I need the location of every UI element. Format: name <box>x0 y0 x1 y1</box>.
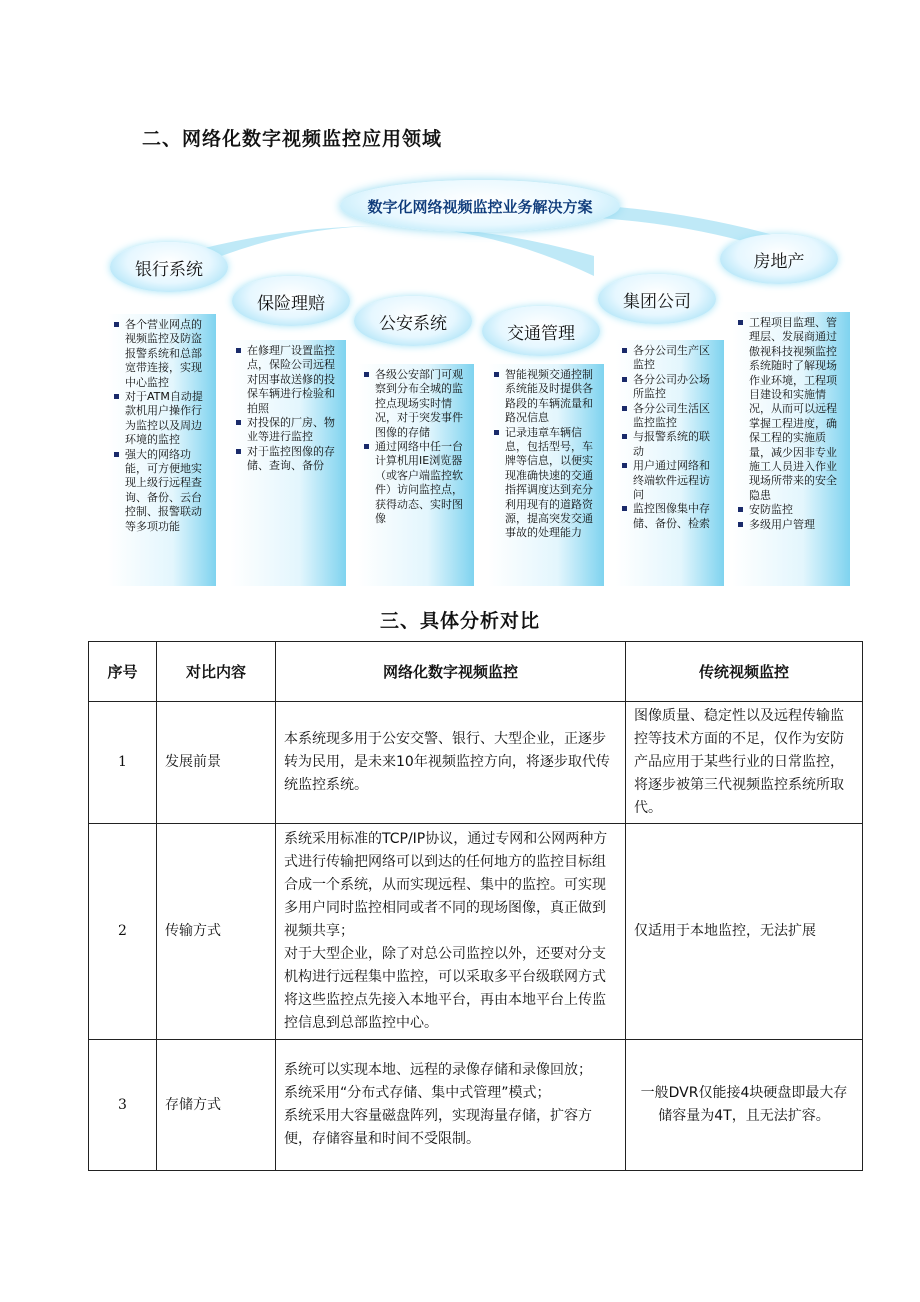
area-bank-card <box>108 314 216 586</box>
section-2-heading: 二、网络化数字视频监控应用领域 <box>142 128 443 150</box>
row-traditional: 图像质量、稳定性以及远程传输监控等技术方面的不足，仅作为安防产品应用于某些行业的日常监控，将逐步被第三代视频监控系统所取代。 <box>626 702 863 824</box>
list-item: 对于ATM自动提款机用户操作行为监控以及周边环境的监控 <box>114 390 212 448</box>
list-item: 各个营业网点的视频监控及防盗报警系统和总部宽带连接，实现中心监控 <box>114 318 212 390</box>
list-item: 对投保的厂房、物业等进行监控 <box>236 416 342 445</box>
row-network: 系统采用标准的TCP/IP协议，通过专网和公网两种方式进行传输把网络可以到达的任何地方的监控目标组合成一个系统，从而实现远程、集中的监控。可实现多用户同时监控相同或者不同的现场图像，真正做到视频共享； 对于大型企业，除了对总公司监控以外，还要对分支机构进行远程集中监控，可以采取多平台级联网方式将这些监控点先接入本地平台，再由本地平台上传监控信息到总部监控中心。 <box>276 824 626 1040</box>
list-item: 通过网络中任一台计算机用IE浏览器（或客户端监控软件）访问监控点，获得动态、实时图像 <box>364 440 470 526</box>
list-item: 监控图像集中存储、备份、检索 <box>622 502 720 531</box>
area-group-label: 集团公司 <box>598 274 716 324</box>
row-network: 本系统现多用于公安交警、银行、大型企业，正逐步转为民用，是未来10年视频监控方向，将逐步取代传统监控系统。 <box>276 702 626 824</box>
row-no: 3 <box>89 1040 157 1171</box>
area-police-label: 公安系统 <box>354 296 472 346</box>
row-traditional: 仅适用于本地监控，无法扩展 <box>626 824 863 1040</box>
area-police-card <box>358 364 474 586</box>
row-no: 1 <box>89 702 157 824</box>
header-network: 网络化数字视频监控 <box>276 642 626 702</box>
list-item: 在修理厂设置监控点，保险公司远程对因事故送修的投保车辆进行检验和拍照 <box>236 344 342 416</box>
list-item: 各分公司生活区监控监控 <box>622 402 720 431</box>
list-item: 各分公司办公场所监控 <box>622 373 720 402</box>
list-item: 多级用户管理 <box>738 518 846 532</box>
row-topic: 传输方式 <box>157 824 276 1040</box>
list-item: 与报警系统的联动 <box>622 430 720 459</box>
table-row <box>89 1040 863 1171</box>
list-item: 各分公司生产区监控 <box>622 344 720 373</box>
table-row <box>89 702 863 824</box>
section-3-heading: 三、具体分析对比 <box>379 610 540 632</box>
area-traffic-card <box>488 364 604 586</box>
area-bank-label: 银行系统 <box>110 242 228 292</box>
row-topic: 存储方式 <box>157 1040 276 1171</box>
area-group-card <box>616 340 724 586</box>
row-traditional: 一般DVR仅能接4块硬盘即最大存储容量为4T，且无法扩容。 <box>626 1040 863 1171</box>
header-topic: 对比内容 <box>157 642 276 702</box>
comparison-table <box>88 641 863 1171</box>
list-item: 记录违章车辆信息，包括型号，车牌等信息，以便实现准确快速的交通指挥调度达到充分利用现有的道路资源，提高突发交通事故的处理能力 <box>494 426 600 541</box>
area-realestate-label: 房地产 <box>720 234 838 284</box>
list-item: 安防监控 <box>738 503 846 517</box>
table-row <box>89 824 863 1040</box>
row-network: 系统可以实现本地、远程的录像存储和录像回放； 系统采用“分布式存储、集中式管理”模式； 系统采用大容量磁盘阵列，实现海量存储，扩容方便，存储容量和时间不受限制。 <box>276 1040 626 1171</box>
list-item: 用户通过网络和终端软件远程访问 <box>622 459 720 502</box>
list-item: 对于监控图像的存储、查询、备份 <box>236 445 342 474</box>
list-item: 各级公安部门可观察到分布全城的监控点现场实时情况，对于突发事件图像的存储 <box>364 368 470 440</box>
table-header-row <box>89 642 863 702</box>
list-item: 工程项目监理、管理层、发展商通过傲视科技视频监控系统随时了解现场作业环境，工程项目建设和实施情况，从而可以远程掌握工程进度，确保工程的实施质量，减少因非专业施工人员进入作业现场所带来的安全隐患 <box>738 316 846 503</box>
list-item: 智能视频交通控制系统能及时提供各路段的车辆流量和路况信息 <box>494 368 600 426</box>
header-no: 序号 <box>89 642 157 702</box>
area-insurance-label: 保险理赔 <box>232 276 350 326</box>
diagram-title: 数字化网络视频监控业务解决方案 <box>340 180 620 232</box>
list-item: 强大的网络功能，可方便地实现上级行远程查询、备份、云台控制、报警联动等多项功能 <box>114 448 212 534</box>
row-no: 2 <box>89 824 157 1040</box>
header-traditional: 传统视频监控 <box>626 642 863 702</box>
area-traffic-label: 交通管理 <box>482 306 600 356</box>
area-insurance-card <box>230 340 346 586</box>
area-realestate-card <box>732 312 850 586</box>
solution-diagram <box>104 168 856 590</box>
row-topic: 发展前景 <box>157 702 276 824</box>
